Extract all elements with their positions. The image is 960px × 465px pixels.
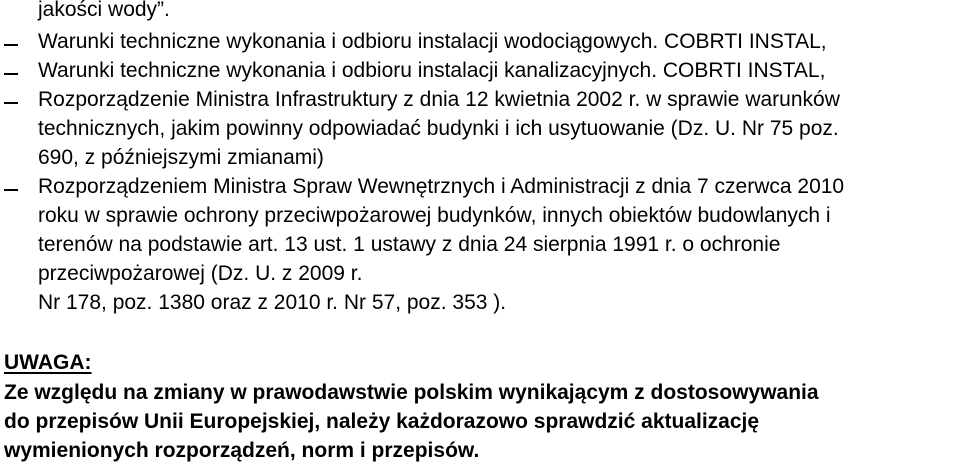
dash-bullet-icon xyxy=(4,102,18,104)
warning-text: Ze względu na zmiany w prawodawstwie polskim wynikającym z dostosowywania xyxy=(4,381,819,404)
list-item-text: roku w sprawie ochrony przeciwpożarowej budynków, innych obiektów budowlanych i xyxy=(38,204,831,227)
list-item-text: Nr 178, poz. 1380 oraz z 2010 r. Nr 57, poz. 353 ). xyxy=(38,291,507,314)
warning-heading: UWAGA: xyxy=(4,351,92,374)
warning-text: wymienionych rozporządzeń, norm i przepisów. xyxy=(4,439,480,462)
dash-bullet-icon xyxy=(4,189,18,191)
dash-bullet-icon xyxy=(4,44,18,46)
warning-text: do przepisów Unii Europejskiej, należy każdorazowo sprawdzić aktualizację xyxy=(4,410,760,433)
list-item-text: terenów na podstawie art. 13 ust. 1 ustawy z dnia 24 sierpnia 1991 r. o ochronie xyxy=(38,233,781,256)
list-item-text: Warunki techniczne wykonania i odbioru instalacji wodociągowych. COBRTI INSTAL, xyxy=(38,30,827,53)
list-item-text: Rozporządzeniem Ministra Spraw Wewnętrznych i Administracji z dnia 7 czerwca 2010 xyxy=(38,175,845,198)
list-item-text: 690, z późniejszymi zmianami) xyxy=(38,146,324,169)
list-item-text: Warunki techniczne wykonania i odbioru instalacji kanalizacyjnych. COBRTI INSTAL, xyxy=(38,59,826,82)
continuation-text: jakości wody”. xyxy=(38,0,170,21)
list-item-text: przeciwpożarowej (Dz. U. z 2009 r. xyxy=(38,262,363,285)
dash-bullet-icon xyxy=(4,73,18,75)
list-item-text: technicznych, jakim powinny odpowiadać budynki i ich usytuowanie (Dz. U. Nr 75 poz. xyxy=(38,117,839,140)
list-item-text: Rozporządzenie Ministra Infrastruktury z dnia 12 kwietnia 2002 r. w sprawie warunków xyxy=(38,88,840,111)
